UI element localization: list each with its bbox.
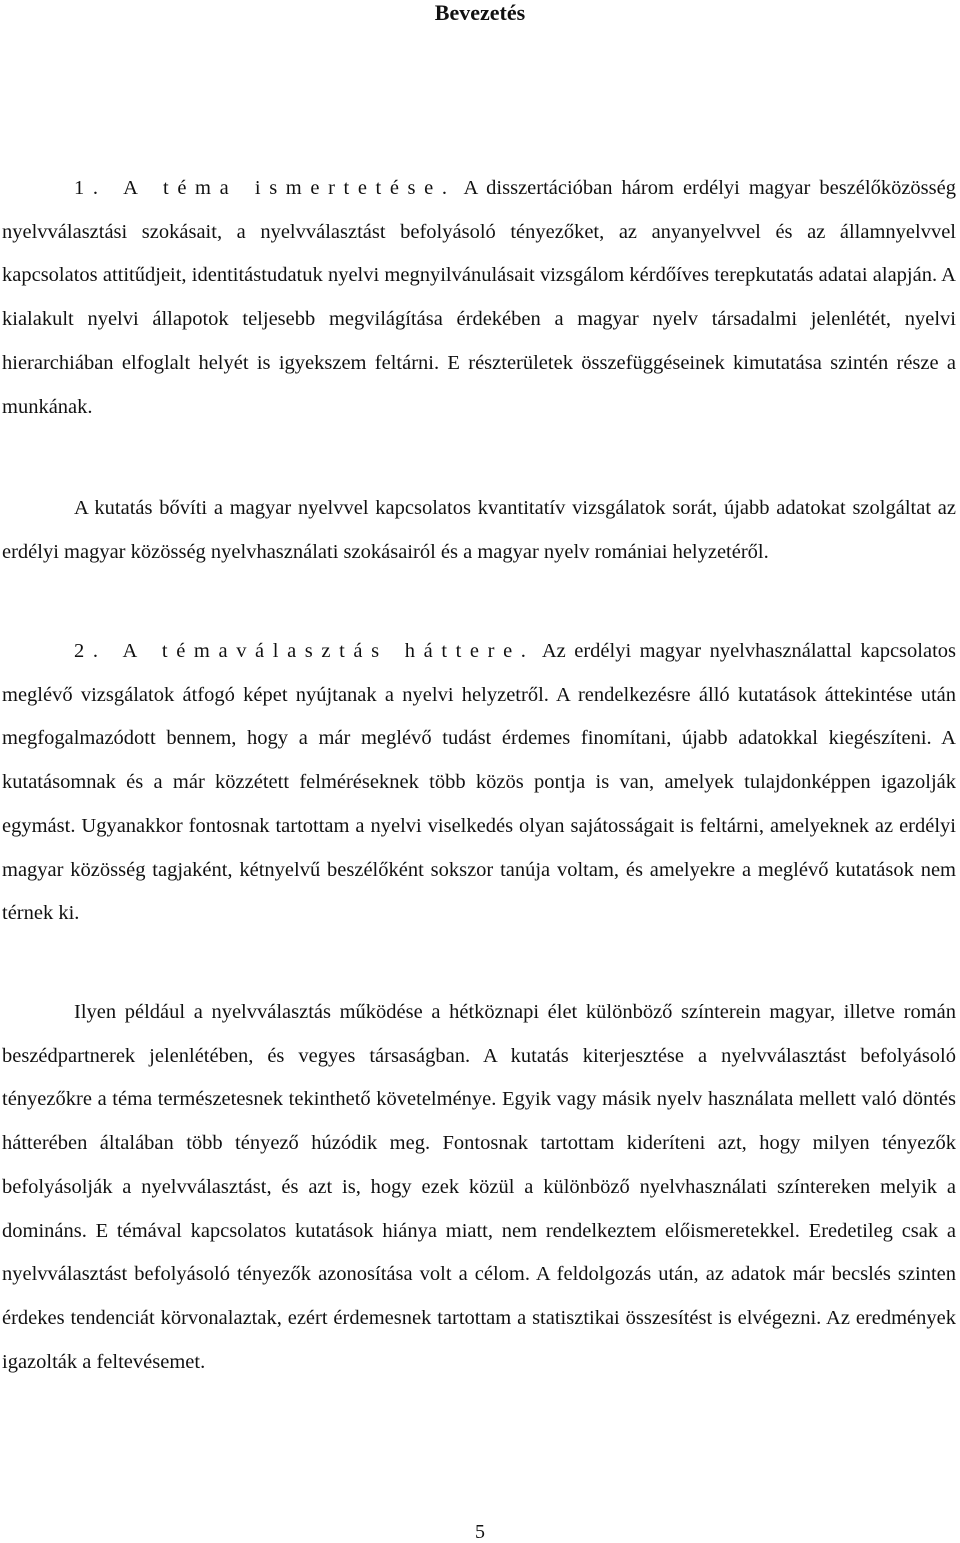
paragraph-research-contribution [2,487,956,574]
paragraph-text: Az erdélyi magyar nyelvhasználattal kapcsolatos meglévő vizsgálatok átfogó képet nyújtanak a nyelvi helyzetről. A rendelkezésre álló kutatások áttekintése után megfogalmazódott bennem, hogy a már meglévő tudást érdemes finomítani, újabb adatokkal kiegészíteni. A kutatásomnak és a már közzétett felméréseknek több közös pontja is van, amelyek tulajdonképpen igazolják egymást. Ugyanakkor fontosnak tartottam a nyelvi viselkedés olyan sajátosságait is feltárni, amelyeknek az erdélyi magyar közösség tagjaként, kétnyelvű beszélőként sokszor tanúja voltam, és amelyekre a meglévő kutatások nem térnek ki. [2,640,956,925]
paragraph-text: Ilyen például a nyelvválasztás működése a hétköznapi élet különböző színterein magyar, illetve román beszédpartnerek jelenlétében, és vegyes társaságban. A kutatás kiterjesztése a nyelvválasztást befolyásoló tényezőkre a téma természetesnek tekinthető követelménye. Egyik vagy másik nyelv használata mellett való döntés hátterében általában több tényező húzódik meg. Fontosnak tartottam kideríteni azt, hogy milyen tényezők befolyásolják a nyelvválasztást, és azt is, hogy ezek közül a különböző nyelvhasználati színtereken melyik a domináns. E témával kapcsolatos kutatások hiánya miatt, nem rendelkeztem előismeretekkel. Eredetileg csak a nyelvválasztást befolyásoló tényezők azonosítása volt a célom. A feldolgozás után, az adatok már becslés szinten érdekes tendenciát körvonalaztak, ezért érdemesnek tartottam a statisztikai összesítést is elvégezni. Az eredmények igazolták a feltevésemet. [2,1001,956,1373]
page-title: Bevezetés [434,0,526,25]
page-number: 5 [475,1521,485,1543]
section-heading-topic: 1. A téma ismertetése. [74,177,456,199]
paragraph-topic [2,167,956,429]
paragraph-language-choice [2,991,956,1384]
paragraph-text: A disszertációban három erdélyi magyar beszélőközösség nyelvválasztási szokásait, a nyelvválasztást befolyásoló tényezőket, az anyanyelvvel és az államnyelvvel kapcsolatos attitűdjeit, identitástudatuk nyelvi megnyilvánulásait vizsgálom kérdőíves terepkutatás adatai alapján. A kialakult nyelvi állapotok teljesebb megvilágítása érdekében a magyar nyelv társadalmi jelenlétét, nyelvi hierarchiában elfoglalt helyét is igyekszem feltárni. E részterületek összefüggéseinek kimutatása szintén része a munkának. [2,177,956,418]
paragraph-text: A kutatás bővíti a magyar nyelvvel kapcsolatos kvantitatív vizsgálatok sorát, újabb adatokat szolgáltat az erdélyi magyar közösség nyelvhasználati szokásairól és a magyar nyelv romániai helyzetéről. [2,497,956,563]
section-heading-background: 2. A témaválasztás háttere. [74,640,535,662]
paragraph-background [2,630,956,936]
